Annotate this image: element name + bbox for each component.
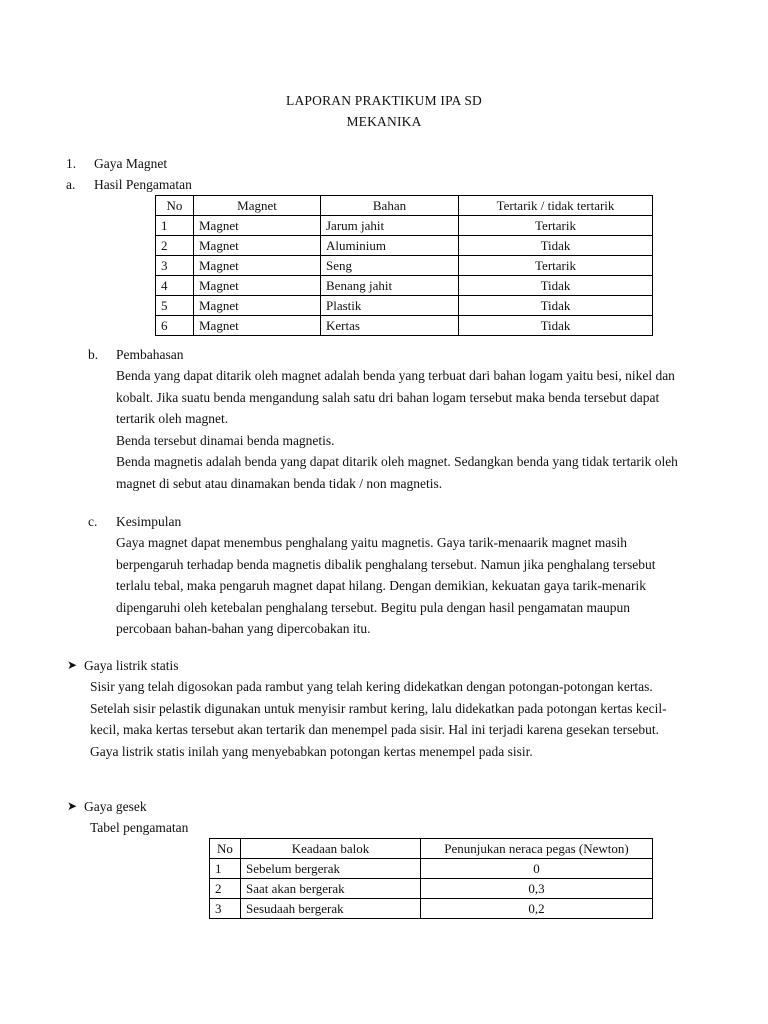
section-1a-label: Hasil Pengamatan	[94, 177, 192, 192]
section-1-heading	[66, 153, 167, 174]
section-gesek-heading	[67, 796, 147, 817]
table-cell: 0,2	[421, 899, 653, 919]
section-1c-label: Kesimpulan	[116, 514, 182, 529]
table-header-cell: Keadaan balok	[241, 839, 421, 859]
table-cell: Plastik	[321, 296, 459, 316]
table-cell: Tidak	[459, 236, 653, 256]
table-cell: Sesudaah bergerak	[241, 899, 421, 919]
table-cell: 0,3	[421, 879, 653, 899]
section-gesek-subtitle: Tabel pengamatan	[90, 820, 189, 835]
table-cell: 1	[210, 859, 241, 879]
table-row	[210, 899, 653, 919]
table-cell: Tidak	[459, 296, 653, 316]
section-1b-heading	[88, 344, 183, 365]
table-cell: Magnet	[194, 296, 321, 316]
table-cell: Magnet	[194, 276, 321, 296]
table-cell: Jarum jahit	[321, 216, 459, 236]
table-cell: Tertarik	[459, 256, 653, 276]
table-row	[156, 316, 653, 336]
section-1c-heading	[88, 511, 181, 532]
section-1b-body	[116, 365, 678, 494]
table-cell: Magnet	[194, 256, 321, 276]
table-cell: 1	[156, 216, 194, 236]
section-1-marker: 1.	[66, 156, 77, 171]
table-cell: 3	[156, 256, 194, 276]
table-header-row	[210, 839, 653, 859]
document-title	[0, 90, 768, 132]
table-cell: 3	[210, 899, 241, 919]
table-header-cell: Magnet	[194, 196, 321, 216]
section-listrik-body	[90, 676, 678, 762]
table-cell: Tidak	[459, 316, 653, 336]
table-cell: Benang jahit	[321, 276, 459, 296]
table-cell: 6	[156, 316, 194, 336]
paragraph: Gaya magnet dapat menembus penghalang yaitu magnetis. Gaya tarik-menaarik magnet masih berpengaruh terhadap benda magnetis dibalik penghalang tersebut. Namun jika penghalang tersebut terlalu tebal, maka pengaruh magnet dapat hilang. Dengan demikian, kekuatan gaya tarik-menarik dipengaruhi oleh ketebalan penghalang tersebut. Begitu pula dengan hasil pengamatan maupun percobaan bahan-bahan yang dipercobakan itu.	[116, 535, 656, 636]
table-row	[156, 216, 653, 236]
table-cell: 5	[156, 296, 194, 316]
table-cell: Tertarik	[459, 216, 653, 236]
table-header-cell: Tertarik / tidak tertarik	[459, 196, 653, 216]
table-cell: Magnet	[194, 316, 321, 336]
table-cell: 4	[156, 276, 194, 296]
title-line-1: LAPORAN PRAKTIKUM IPA SD	[286, 93, 482, 108]
table-cell: Seng	[321, 256, 459, 276]
section-1c-body	[116, 532, 678, 640]
table-row	[156, 256, 653, 276]
table-hasil-pengamatan-magnet	[155, 195, 653, 336]
table-header-cell: No	[210, 839, 241, 859]
table-header-cell: Bahan	[321, 196, 459, 216]
table-row	[156, 236, 653, 256]
table-cell: Aluminium	[321, 236, 459, 256]
section-listrik-heading	[67, 655, 179, 676]
title-line-2: MEKANIKA	[346, 114, 422, 129]
paragraph: Benda magnetis adalah benda yang dapat ditarik oleh magnet. Sedangkan benda yang tidak tertarik oleh magnet di sebut atau dinamakan benda tidak / non magnetis.	[116, 454, 678, 491]
table-header-cell: No	[156, 196, 194, 216]
table-row	[156, 276, 653, 296]
table-row	[210, 879, 653, 899]
table-cell: Kertas	[321, 316, 459, 336]
arrow-bullet-icon: ➤	[67, 658, 78, 672]
table-cell: 0	[421, 859, 653, 879]
table-cell: Magnet	[194, 236, 321, 256]
table-row	[210, 859, 653, 879]
table-cell: Sebelum bergerak	[241, 859, 421, 879]
table-cell: Tidak	[459, 276, 653, 296]
table-header-cell: Penunjukan neraca pegas (Newton)	[421, 839, 653, 859]
table-cell: 2	[210, 879, 241, 899]
table-row	[156, 296, 653, 316]
section-1c-marker: c.	[88, 514, 98, 529]
table-cell: Magnet	[194, 216, 321, 236]
section-1b-label: Pembahasan	[116, 347, 184, 362]
table-header-row	[156, 196, 653, 216]
table-cell: Saat akan bergerak	[241, 879, 421, 899]
section-1-label: Gaya Magnet	[94, 156, 168, 171]
arrow-bullet-icon: ➤	[67, 799, 78, 813]
section-listrik-label: Gaya listrik statis	[84, 658, 179, 673]
section-1b-marker: b.	[88, 347, 99, 362]
paragraph: Benda tersebut dinamai benda magnetis.	[116, 432, 335, 448]
section-1a-marker: a.	[66, 177, 76, 192]
section-1a-heading	[66, 174, 192, 195]
paragraph: Sisir yang telah digosokan pada rambut yang telah kering didekatkan dengan potongan-potongan kertas. Setelah sisir pelastik digunakan untuk menyisir rambut kering, lalu didekatkan pada potongan kertas kecil-kecil, maka kertas tersebut akan tertarik dan menempel pada sisir. Hal ini terjadi karena gesekan tersebut. Gaya listrik statis inilah yang menyebabkan potongan kertas menempel pada sisir.	[90, 679, 667, 759]
table-pengamatan-gaya-gesek	[209, 838, 653, 919]
paragraph: Benda yang dapat ditarik oleh magnet adalah benda yang terbuat dari bahan logam yaitu besi, nikel dan kobalt. Jika suatu benda mengandung salah satu dri bahan logam tersebut maka benda tersebut dapat tertarik oleh magnet.	[116, 368, 675, 426]
section-gesek-label: Gaya gesek	[84, 799, 147, 814]
table-cell: 2	[156, 236, 194, 256]
